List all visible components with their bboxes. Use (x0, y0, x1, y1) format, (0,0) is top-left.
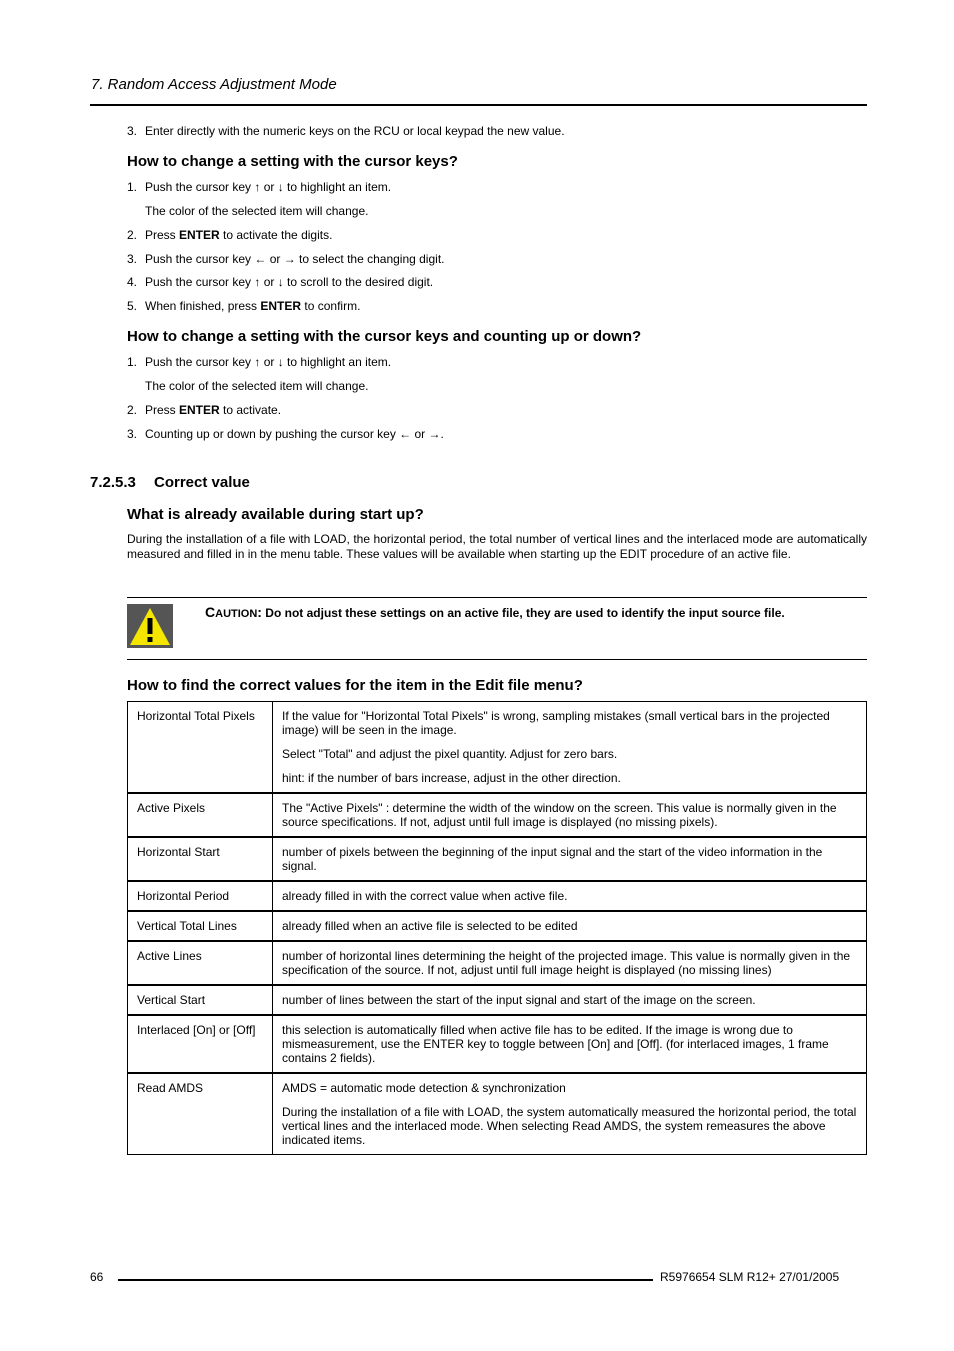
description-paragraph: number of pixels between the beginning of the input signal and the start of the video information in the signal. (282, 845, 823, 873)
table-row (128, 837, 867, 881)
parameter-description-cell (273, 793, 867, 837)
parameter-name-cell: Vertical Total Lines (128, 911, 273, 941)
step-number: 1. (127, 355, 138, 369)
startup-heading: What is already available during start up? (127, 506, 424, 523)
startup-paragraph: During the installation of a file with LOAD, the horizontal period, the total number of vertical lines and the interlaced mode are automatically measured and filled in in the menu table. These values will be available when starting up the EDIT procedure of an active file. (127, 532, 867, 561)
description-paragraph: number of lines between the start of the input signal and start of the image on the screen. (282, 993, 756, 1007)
step-number: 1. (127, 180, 138, 194)
step-number: 3. (127, 124, 138, 138)
cursor-step-note: The color of the selected item will change. (145, 204, 369, 218)
caution-text (205, 604, 785, 620)
counting-step-2 (127, 403, 281, 417)
table-row (128, 911, 867, 941)
table-row (128, 985, 867, 1015)
parameter-description-cell (273, 911, 867, 941)
cursor-step-5 (127, 299, 360, 313)
step-text-pre: Press (145, 403, 180, 417)
parameter-name-cell: Horizontal Period (128, 881, 273, 911)
counting-step-3 (127, 427, 444, 441)
header-rule (90, 104, 867, 106)
parameter-description-cell (273, 1073, 867, 1155)
counting-heading: How to change a setting with the cursor keys and counting up or down? (127, 328, 642, 345)
step-number: 5. (127, 299, 138, 313)
description-paragraph: already filled in with the correct value when active file. (282, 889, 568, 903)
parameter-description-cell (273, 837, 867, 881)
page-header-title: 7. Random Access Adjustment Mode (91, 76, 337, 93)
parameter-name-cell: Horizontal Start (128, 837, 273, 881)
step-text: Push the cursor key ← or → to select the changing digit. (145, 252, 445, 266)
step-text-pre: When finished, press (145, 299, 261, 313)
footer-page-number: 66 (90, 1270, 104, 1284)
parameter-description-cell (273, 985, 867, 1015)
description-paragraph: The "Active Pixels" : determine the width of the window on the screen. This value is normally given in the source specifications. If not, adjust until full image is displayed (no missing pixels). (282, 801, 837, 829)
cursor-step-4 (127, 275, 433, 289)
footer-reference: R5976654 SLM R12+ 27/01/2005 (660, 1270, 840, 1284)
description-paragraph: hint: if the number of bars increase, adjust in the other direction. (282, 771, 621, 785)
table-row (128, 1015, 867, 1073)
caution-label-rest: AUTION (215, 608, 258, 620)
edit-file-parameters-table (127, 701, 867, 1155)
section-title: Correct value (154, 474, 250, 491)
section-heading (90, 474, 250, 491)
step-number: 3. (127, 427, 138, 441)
caution-label-initial: C (205, 604, 216, 620)
step-text: Push the cursor key ↑ or ↓ to highlight an item. (145, 355, 392, 369)
step-number: 2. (127, 403, 138, 417)
step-text: Push the cursor key ↑ or ↓ to scroll to the desired digit. (145, 275, 434, 289)
footer-rule (118, 1279, 653, 1281)
parameter-name-cell: Vertical Start (128, 985, 273, 1015)
counting-step-1 (127, 355, 391, 369)
cursor-keys-heading: How to change a setting with the cursor keys? (127, 153, 458, 170)
parameter-description-cell (273, 941, 867, 985)
warning-triangle-icon (127, 604, 173, 648)
step-text: Counting up or down by pushing the cursor key ← or →. (145, 427, 444, 441)
caution-label-colon: : (257, 604, 262, 620)
enter-key-label: ENTER (179, 403, 220, 417)
find-values-heading: How to find the correct values for the item in the Edit file menu? (127, 677, 583, 694)
step-text-post: to activate. (219, 403, 282, 417)
step-number: 3. (127, 252, 138, 266)
step-text: Enter directly with the numeric keys on the RCU or local keypad the new value. (145, 124, 565, 138)
cursor-step-3 (127, 252, 444, 266)
step-enter-numeric (127, 124, 565, 138)
enter-key-label: ENTER (179, 228, 220, 242)
description-paragraph: already filled when an active file is selected to be edited (282, 919, 578, 933)
description-paragraph: AMDS = automatic mode detection & synchronization (282, 1081, 566, 1095)
step-number: 2. (127, 228, 138, 242)
step-text-pre: Press (145, 228, 180, 242)
parameter-description-cell (273, 1015, 867, 1073)
step-text-post: to activate the digits. (219, 228, 333, 242)
caution-message: Do not adjust these settings on an active file, they are used to identify the input source file. (261, 606, 785, 620)
parameter-description-cell (273, 881, 867, 911)
table-row (128, 793, 867, 837)
cursor-step-2 (127, 228, 332, 242)
parameter-name-cell: Active Pixels (128, 793, 273, 837)
table-row (128, 1073, 867, 1155)
table-row (128, 881, 867, 911)
description-paragraph: During the installation of a file with LOAD, the system automatically measured the horizontal period, the total vertical lines and the interlaced mode. When selecting Read AMDS, the system remeasures the above indicated items. (282, 1105, 857, 1147)
table-row (128, 941, 867, 985)
description-paragraph: this selection is automatically filled when active file has to be edited. If the image is wrong due to mismeasurement, use the ENTER key to toggle between [On] and [Off]. (for interlaced images, 1 frame contains 2 fields). (282, 1023, 829, 1065)
description-paragraph: Select "Total" and adjust the pixel quantity. Adjust for zero bars. (282, 747, 618, 761)
step-number: 4. (127, 275, 138, 289)
counting-step-note: The color of the selected item will change. (145, 379, 369, 393)
cursor-step-1 (127, 180, 391, 194)
step-text: Push the cursor key ↑ or ↓ to highlight an item. (145, 180, 392, 194)
section-number: 7.2.5.3 (90, 474, 136, 491)
table-row (128, 702, 867, 794)
parameter-name-cell: Active Lines (128, 941, 273, 985)
parameter-name-cell: Interlaced [On] or [Off] (128, 1015, 273, 1073)
caution-box (127, 597, 867, 660)
parameter-name-cell: Read AMDS (128, 1073, 273, 1155)
description-paragraph: number of horizontal lines determining the height of the projected image. This value is normally given in the specification of the source. If not, adjust until full image height is displayed (no missing lines) (282, 949, 851, 977)
enter-key-label: ENTER (260, 299, 302, 313)
parameter-name-cell: Horizontal Total Pixels (128, 702, 273, 794)
step-text-post: to confirm. (301, 299, 361, 313)
description-paragraph: If the value for "Horizontal Total Pixels" is wrong, sampling mistakes (small vertical bars in the projected image) will be seen in the image. (282, 709, 830, 737)
parameter-description-cell (273, 702, 867, 794)
